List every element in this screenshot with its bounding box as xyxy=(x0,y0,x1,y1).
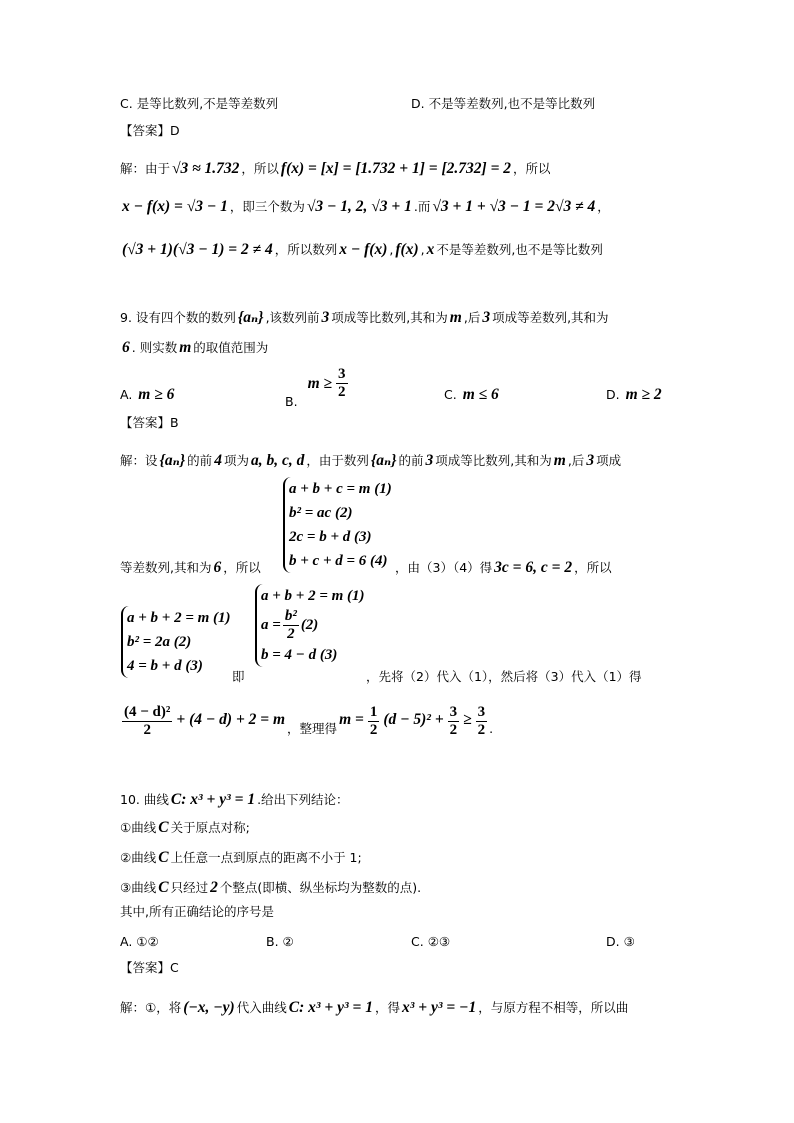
text: ，所以 xyxy=(241,161,279,176)
ji-text: 即 xyxy=(232,669,245,684)
option-label: D. xyxy=(606,934,620,949)
text: ②曲线 xyxy=(120,850,157,865)
q8-option-c xyxy=(120,94,278,112)
equation-system-3 xyxy=(255,584,365,667)
option-label: D. xyxy=(606,387,620,402)
math-expression: 3 xyxy=(425,452,434,469)
text: 10. 曲线 xyxy=(120,792,169,807)
text: ，即三个数为 xyxy=(229,199,305,214)
q9-stem-line xyxy=(120,308,609,328)
math-expression: (−x, −y) xyxy=(183,999,235,1016)
q10-question: 其中,所有正确结论的序号是 xyxy=(120,904,274,919)
equation-system-2 xyxy=(121,606,231,678)
q9-stem-line xyxy=(120,338,268,358)
math-expression: 4 xyxy=(214,452,222,469)
math-expression: √3 − 1, 2, √3 + 1 xyxy=(306,198,412,215)
text: 的前 xyxy=(398,453,424,468)
text: ，与原方程不相等，所以曲 xyxy=(478,1000,629,1015)
option-text: 是等比数列,不是等差数列 xyxy=(136,96,279,111)
equation-part: (2) xyxy=(300,617,319,633)
option-label: A. xyxy=(120,934,133,949)
option-text: ② xyxy=(282,934,294,949)
denominator: 2 xyxy=(449,722,458,738)
text: ③曲线 xyxy=(120,880,157,895)
numerator: 3 xyxy=(449,704,458,720)
math-expression: √3 + 1 + √3 − 1 = 2√3 ≠ 4 xyxy=(432,198,596,215)
equation: a + b + 2 = m (1) xyxy=(127,610,231,626)
math-expression: f(x) xyxy=(395,241,419,258)
option-text: m ≥ 2 xyxy=(625,386,662,403)
q10-answer: 【答案】C xyxy=(120,960,179,975)
math-expression: 3 xyxy=(586,452,595,469)
q9-option-a xyxy=(120,386,176,404)
option-text: m ≥ 6 xyxy=(138,386,175,403)
fraction xyxy=(448,704,460,739)
text: 解：设 xyxy=(120,453,158,468)
option-label: C. xyxy=(411,934,424,949)
math-expression: f(x) = [x] = [1.732 + 1] = [2.732] = 2 xyxy=(280,160,512,177)
denominator: 2 xyxy=(287,626,295,642)
text: 解：①，将 xyxy=(120,1000,182,1015)
option-text: ③ xyxy=(623,934,635,949)
numerator: (4 − d)² xyxy=(124,704,171,720)
equation: b² = 2a (2) xyxy=(127,634,192,650)
text: ,后 xyxy=(463,310,481,325)
option-text: m ≥ xyxy=(307,374,333,392)
math-expression: {aₙ} xyxy=(370,452,397,469)
equation: 4 = b + d (3) xyxy=(127,658,203,674)
text: . xyxy=(489,721,494,736)
text: 项成 xyxy=(596,453,622,468)
math-expression: 3c = 6, c = 2 xyxy=(494,559,573,576)
equation-system-1 xyxy=(283,477,392,573)
math-expression: m xyxy=(179,339,192,356)
math-expression: x − f(x) = √3 − 1 xyxy=(122,198,228,215)
text: ，由（3）（4）得 xyxy=(395,560,493,575)
math-expression: m xyxy=(553,452,566,469)
equation: b = 4 − d (3) xyxy=(261,647,338,663)
text: ①曲线 xyxy=(120,820,157,835)
math-expression: {aₙ} xyxy=(159,452,186,469)
q9-solution-line xyxy=(120,451,621,471)
math-expression: C xyxy=(158,819,169,836)
option-text: ②③ xyxy=(427,934,451,949)
text: 代入曲线 xyxy=(236,1000,287,1015)
text: 项成等比数列,其和为 xyxy=(435,453,552,468)
numerator: 1 xyxy=(369,704,378,720)
q10-stem xyxy=(120,790,349,810)
q9-option-c xyxy=(444,386,501,404)
option-label: D. xyxy=(411,96,425,111)
q10-option-d xyxy=(606,934,635,949)
q9-solution-line xyxy=(395,558,612,578)
text: 的取值范围为 xyxy=(193,340,269,355)
text: 等差数列,其和为 xyxy=(120,560,212,575)
text: 上任意一点到原点的距离不小于 1; xyxy=(170,850,362,865)
equation: a + b + 2 = m (1) xyxy=(261,588,365,604)
text: .给出下列结论： xyxy=(257,792,349,807)
math-expression: {aₙ} xyxy=(237,309,264,326)
text: 9. 设有四个数的数列 xyxy=(120,310,236,325)
option-label: C. xyxy=(444,387,457,402)
text: ,后 xyxy=(567,453,585,468)
math-expression: √3 ≈ 1.732 xyxy=(172,160,240,177)
q8-solution-line xyxy=(120,159,551,179)
math-expression: 2 xyxy=(210,879,218,896)
q8-option-d xyxy=(411,94,595,112)
option-text: 不是等差数列,也不是等比数列 xyxy=(428,96,596,111)
math-expression: x xyxy=(426,241,435,258)
text: ，所以数列 xyxy=(274,242,338,257)
text: 个整点(即横、纵坐标均为整数的点). xyxy=(219,880,422,895)
q10-solution-line xyxy=(120,998,628,1018)
math-expression: m xyxy=(449,309,462,326)
option-label: B. xyxy=(285,394,298,409)
q9-option-d xyxy=(606,386,664,404)
text: ，由于数列 xyxy=(306,453,369,468)
math-expression: C: x³ + y³ = 1 xyxy=(170,791,256,808)
q9-answer: 【答案】B xyxy=(120,415,179,430)
fraction xyxy=(283,608,299,643)
text: , xyxy=(420,242,425,257)
math-expression: 6 xyxy=(213,559,222,576)
q9-solution-text: ，先将（2）代入（1），然后将（3）代入（1）得 xyxy=(366,669,642,684)
text: .而 xyxy=(413,199,431,214)
q8-answer: 【答案】D xyxy=(120,123,180,138)
text: ,该数列前 xyxy=(265,310,320,325)
text: ，整理得 xyxy=(287,721,338,736)
text: . 则实数 xyxy=(131,340,178,355)
math-expression: x³ + y³ = −1 xyxy=(401,999,477,1016)
math-expression: C: x³ + y³ = 1 xyxy=(288,999,373,1016)
denominator: 2 xyxy=(369,722,378,738)
fraction xyxy=(336,366,348,401)
fraction xyxy=(122,704,172,739)
numerator: 3 xyxy=(477,704,486,720)
equation-part: ≥ xyxy=(463,711,472,728)
q10-conclusion-2 xyxy=(120,848,362,868)
text: ，所以 xyxy=(513,161,551,176)
text: ，所以 xyxy=(574,560,612,575)
math-expression: 3 xyxy=(482,309,491,326)
fraction xyxy=(476,704,488,739)
math-expression: C xyxy=(158,849,169,866)
text: , xyxy=(389,242,394,257)
numerator: b² xyxy=(284,608,297,624)
q10-option-a xyxy=(120,934,159,949)
text: ，得 xyxy=(374,1000,400,1015)
q9-solution-line xyxy=(120,558,261,578)
denominator: 2 xyxy=(143,722,151,738)
q9-option-b xyxy=(285,366,350,411)
q10-option-b xyxy=(266,934,294,949)
equation xyxy=(261,608,365,643)
equation-part: + (4 − d) + 2 = m xyxy=(176,711,286,728)
numerator: 3 xyxy=(338,366,346,382)
equation-part: (d − 5)² + xyxy=(383,711,444,728)
option-text: m ≤ 6 xyxy=(462,386,499,403)
text: ， xyxy=(597,199,610,214)
equation: 2c = b + d (3) xyxy=(289,529,372,545)
math-expression: C xyxy=(158,879,169,896)
q8-solution-line xyxy=(120,197,610,217)
text: 项成等差数列,其和为 xyxy=(492,310,609,325)
fraction xyxy=(368,704,380,739)
text: 项成等比数列,其和为 xyxy=(331,310,448,325)
option-label: A. xyxy=(120,387,133,402)
text: 的前 xyxy=(187,453,213,468)
text: 项为 xyxy=(223,453,249,468)
q10-option-c xyxy=(411,934,450,949)
q10-conclusion-3 xyxy=(120,878,421,898)
option-label: C. xyxy=(120,96,133,111)
text: 解：由于 xyxy=(120,161,171,176)
equation: b² = ac (2) xyxy=(289,505,353,521)
math-expression: x − f(x) xyxy=(339,241,388,258)
text: 关于原点对称; xyxy=(170,820,250,835)
equation: b + c + d = 6 (4) xyxy=(289,553,388,569)
option-label: B. xyxy=(266,934,279,949)
denominator: 2 xyxy=(477,722,486,738)
equation: a + b + c = m (1) xyxy=(289,481,392,497)
denominator: 2 xyxy=(338,384,346,400)
math-expression: a, b, c, d xyxy=(250,452,305,469)
equation-part: a = xyxy=(261,617,281,633)
q9-final-line xyxy=(120,704,493,739)
text: ，所以 xyxy=(223,560,261,575)
math-expression: (√3 + 1)(√3 − 1) = 2 ≠ 4 xyxy=(122,241,273,258)
math-expression: 6 xyxy=(122,339,130,356)
text: 不是等差数列,也不是等比数列 xyxy=(436,242,603,257)
equation-part: m = xyxy=(339,711,364,728)
q8-solution-line xyxy=(120,240,603,260)
q10-conclusion-1 xyxy=(120,818,250,838)
option-text: ①② xyxy=(136,934,159,949)
math-expression: 3 xyxy=(321,309,330,326)
text: 只经过 xyxy=(170,880,209,895)
